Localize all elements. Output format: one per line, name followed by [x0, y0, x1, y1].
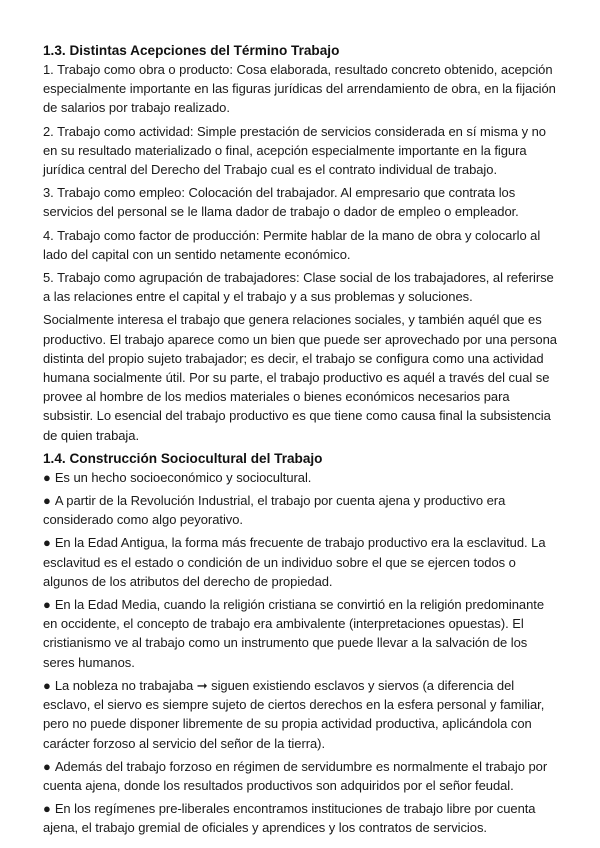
bullet-text: Es un hecho socioeconómico y sociocultural. — [54, 469, 312, 485]
bullet-item — [43, 533, 558, 591]
bullet-icon: ● — [43, 597, 51, 613]
bullet-icon: ● — [43, 493, 51, 509]
section-heading: 1.3. Distintas Acepciones del Término Trabajo — [43, 43, 340, 58]
bullet-icon: ● — [43, 469, 51, 485]
document-page — [43, 41, 558, 842]
bullet-icon: ● — [43, 677, 51, 693]
bullet-item — [43, 595, 558, 672]
section-heading: 1.4. Construcción Sociocultural del Trabajo — [43, 450, 323, 466]
bullet-text: Además del trabajo forzoso en régimen de servidumbre es normalmente el trabajo por cuenta ajena, donde los resultados productivos son adquiridos por el señor feudal. — [43, 758, 548, 793]
section-acepciones — [43, 41, 558, 445]
paragraph: 2. Trabajo como actividad: Simple prestación de servicios considerada en sí misma y no en su resultado materializado o final, acepción especialmente importante en la figura jurídica central del Derecho del Trabajo cual es el contrato individual de trabajo. — [43, 123, 546, 178]
bullet-text: En la Edad Antigua, la forma más frecuente de trabajo productivo era la esclavitud. La esclavitud es el estado o condición de un individuo sobre el que se ejercen todos o algunos de los atributos del derecho de propiedad. — [43, 535, 546, 589]
paragraph: 1. Trabajo como obra o producto: Cosa elaborada, resultado concreto obtenido, acepción especialmente importante en las figuras jurídicas del arrendamiento de obra, en la fijación de salarios por trabajo realizado. — [43, 62, 556, 116]
bullet-item — [43, 468, 558, 487]
bullet-text: En los regímenes pre-liberales encontramos instituciones de trabajo libre por cuenta ajena, el trabajo gremial de oficiales y aprendices y los contratos de servicios. — [43, 801, 536, 836]
paragraph: 5. Trabajo como agrupación de trabajadores: Clase social de los trabajadores, al referirse a las relaciones entre el capital y el trabajo y a sus problemas y soluciones. — [43, 270, 554, 305]
bullet-item — [43, 676, 558, 753]
bullet-icon: ● — [43, 801, 51, 817]
bullet-icon: ● — [43, 535, 51, 551]
paragraph: 4. Trabajo como factor de producción: Permite hablar de la mano de obra y colocarlo al lado del capital con un sentido netamente económico. — [43, 227, 541, 262]
section-construccion — [43, 449, 558, 838]
bullet-text: La nobleza no trabajaba ➞ siguen existiendo esclavos y siervos (a diferencia del esclavo, el siervo es siempre sujeto de ciertos derechos en la esfera personal y familiar, pero no puede disponer libremente de su propia actividad productiva, aplicándola con carácter forzoso al servicio del señor de la tierra). — [43, 677, 545, 751]
bullet-item — [43, 757, 558, 795]
bullet-icon: ● — [43, 758, 51, 774]
bullet-item — [43, 491, 558, 529]
bullet-item — [43, 799, 558, 837]
bullet-text: A partir de la Revolución Industrial, el trabajo por cuenta ajena y productivo era considerado como algo peyorativo. — [43, 493, 506, 528]
bullet-text: En la Edad Media, cuando la religión cristiana se convirtió en la religión predominante en occidente, el concepto de trabajo era ambivalente (interpretaciones opuestas). El cristianismo ve al trabajo como un instrumento que puede llevar a la salvación de los seres humanos. — [43, 597, 545, 670]
paragraph: 3. Trabajo como empleo: Colocación del trabajador. Al empresario que contrata los servicios del personal se le llama dador de trabajo o dador de empleo o empleador. — [43, 185, 519, 220]
paragraph: Socialmente interesa el trabajo que genera relaciones sociales, y también aquél que es productivo. El trabajo aparece como un bien que puede ser aprovechado por una persona distinta del propio sujeto trabajador; es decir, el trabajo se configura como una actividad humana socialmente útil. Por su parte, el trabajo productivo es aquél a través del cual se provee al hombre de los medios materiales o bienes económicos necesarios para subsistir. Lo esencial del trabajo productivo es que tiene como causa final la subsistencia de quien trabaja. — [43, 312, 557, 443]
